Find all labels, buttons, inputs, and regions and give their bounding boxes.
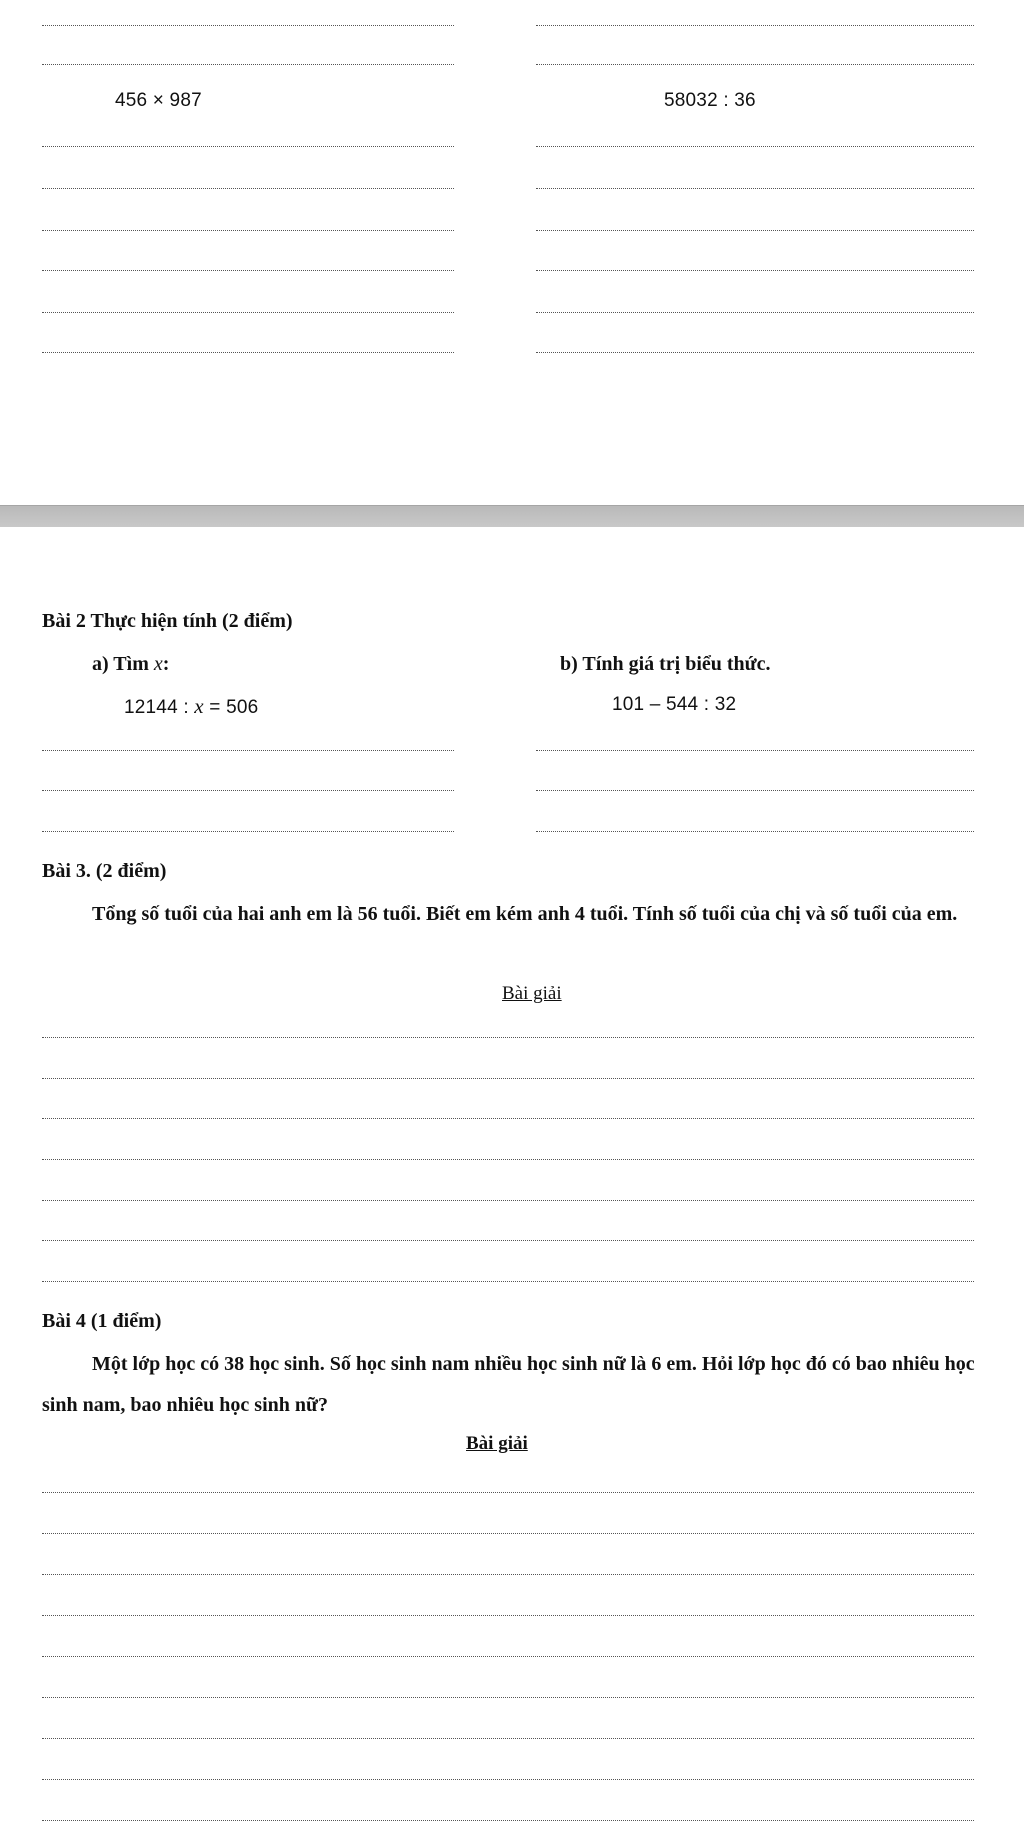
answer-line — [42, 1281, 974, 1282]
answer-line — [536, 831, 974, 832]
answer-line — [536, 25, 974, 26]
answer-line — [42, 1492, 974, 1493]
answer-line — [536, 64, 974, 65]
page-separator — [0, 505, 1024, 528]
bai4-solution-title: Bài giải — [466, 1433, 528, 1454]
answer-line — [42, 1078, 974, 1079]
answer-line — [536, 188, 974, 189]
worksheet-page-2 — [0, 527, 1024, 1845]
answer-line — [42, 1533, 974, 1534]
bai2-part-a-label: a) Tìm x: — [92, 653, 170, 675]
bai2-part-b-label: b) Tính giá trị biểu thức. — [560, 653, 771, 675]
bai2-part-a-equation: 12144 : x = 506 — [124, 694, 259, 718]
answer-line — [42, 146, 454, 147]
answer-line — [42, 188, 454, 189]
answer-line — [536, 230, 974, 231]
answer-line — [536, 312, 974, 313]
answer-line — [42, 750, 454, 751]
answer-line — [42, 270, 454, 271]
answer-line — [536, 146, 974, 147]
worksheet-page-1 — [0, 0, 1024, 505]
answer-line — [42, 230, 454, 231]
division-problem: 58032 : 36 — [664, 90, 756, 111]
answer-line — [536, 352, 974, 353]
answer-line — [42, 1200, 974, 1201]
answer-line — [536, 790, 974, 791]
bai4-problem-text: Một lớp học có 38 học sinh. Số học sinh nam nhiều học sinh nữ là 6 em. Hỏi lớp học đó có bao nhiêu học sinh nam, bao nhiêu học sinh nữ? — [42, 1353, 975, 1416]
answer-line — [42, 1037, 974, 1038]
answer-line — [42, 25, 454, 26]
answer-line — [536, 270, 974, 271]
multiplication-problem: 456 × 987 — [115, 90, 202, 111]
bai3-heading: Bài 3. (2 điểm) — [42, 860, 167, 882]
answer-line — [42, 64, 454, 65]
answer-line — [42, 1159, 974, 1160]
bai4-heading: Bài 4 (1 điểm) — [42, 1310, 162, 1332]
answer-line — [42, 1574, 974, 1575]
answer-line — [42, 1697, 974, 1698]
answer-line — [536, 750, 974, 751]
bai3-problem-text: Tổng số tuổi của hai anh em là 56 tuổi. Biết em kém anh 4 tuổi. Tính số tuổi của chị và số tuổi của em. — [92, 903, 958, 925]
answer-line — [42, 1615, 974, 1616]
answer-line — [42, 1118, 974, 1119]
answer-line — [42, 831, 454, 832]
answer-line — [42, 312, 454, 313]
answer-line — [42, 1240, 974, 1241]
bai2-part-b-expression: 101 – 544 : 32 — [612, 694, 737, 715]
bai2-heading: Bài 2 Thực hiện tính (2 điểm) — [42, 610, 293, 632]
answer-line — [42, 1656, 974, 1657]
answer-line — [42, 1738, 974, 1739]
answer-line — [42, 1779, 974, 1780]
answer-line — [42, 352, 454, 353]
answer-line — [42, 1820, 974, 1821]
bai3-solution-title: Bài giải — [502, 983, 562, 1004]
answer-line — [42, 790, 454, 791]
